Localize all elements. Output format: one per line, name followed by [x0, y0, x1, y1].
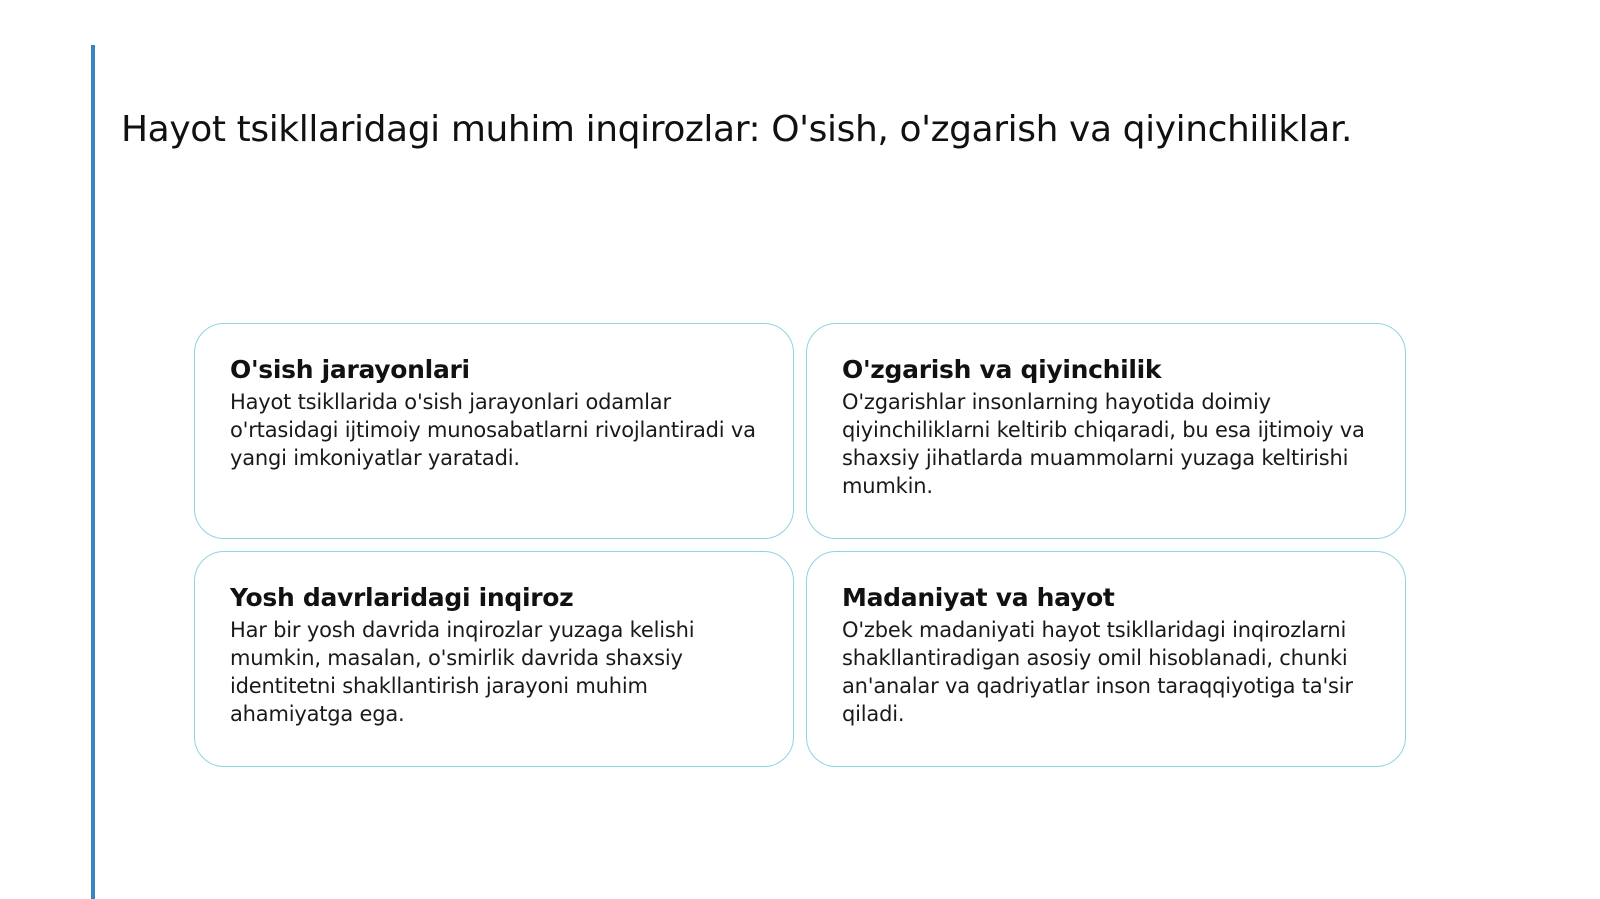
card-heading: O'zgarish va qiyinchilik — [842, 355, 1162, 384]
card-heading: Madaniyat va hayot — [842, 583, 1115, 612]
card-yosh-davrlaridagi-inqiroz — [194, 551, 794, 767]
card-text: Hayot tsikllarida o'sish jarayonlari odamlar o'rtasidagi ijtimoiy munosabatlarni rivojlantiradi va yangi imkoniyatlar yaratadi. — [230, 390, 756, 470]
accent-bar — [91, 45, 95, 899]
card-osish-jarayonlari — [194, 323, 794, 539]
card-text: O'zbek madaniyati hayot tsikllaridagi inqirozlarni shakllantiradigan asosiy omil hisoblanadi, chunki an'analar va qadriyatlar inson taraqqiyotiga ta'sir qiladi. — [842, 618, 1353, 726]
card-text: O'zgarishlar insonlarning hayotida doimiy qiyinchiliklarni keltirib chiqaradi, bu esa ijtimoiy va shaxsiy jihatlarda muammolarni yuzaga keltirishi mumkin. — [842, 390, 1365, 498]
card-ozgarish-va-qiyinchilik — [806, 323, 1406, 539]
card-text: Har bir yosh davrida inqirozlar yuzaga kelishi mumkin, masalan, o'smirlik davrida shaxsiy identitetni shakllantirish jarayoni muhim ahamiyatga ega. — [230, 618, 695, 726]
card-madaniyat-va-hayot — [806, 551, 1406, 767]
slide-title: Hayot tsikllaridagi muhim inqirozlar: O'sish, o'zgarish va qiyinchiliklar. — [121, 109, 1353, 150]
card-heading: O'sish jarayonlari — [230, 355, 470, 384]
card-heading: Yosh davrlaridagi inqiroz — [230, 583, 574, 612]
